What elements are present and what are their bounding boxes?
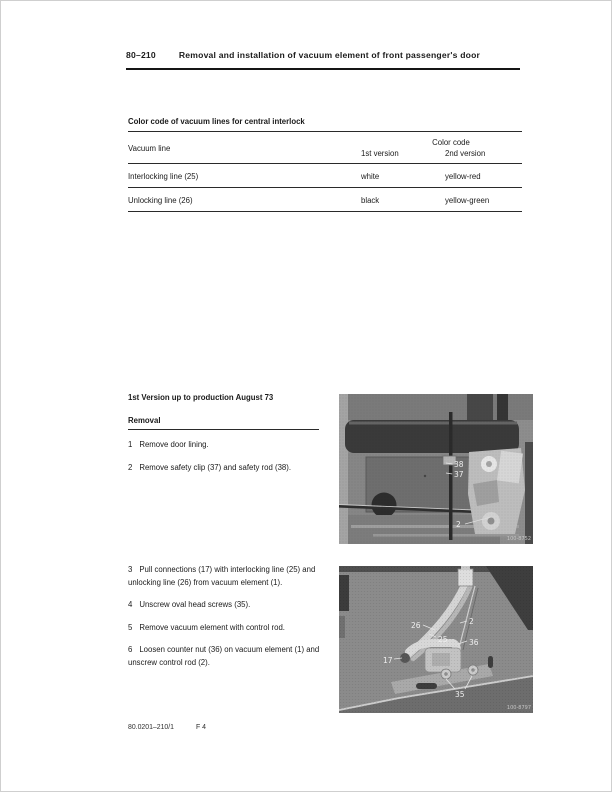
- figure-callout-25: 25: [438, 635, 448, 644]
- version-heading: 1st Version up to production August 73: [128, 393, 274, 402]
- step-4: 4 Unscrew oval head screws (35).: [128, 600, 251, 609]
- table-row: [128, 164, 522, 188]
- cell-2nd-version: yellow-red: [445, 172, 481, 181]
- section-number: 80–210: [126, 50, 156, 60]
- cell-line-name: Unlocking line (26): [128, 196, 193, 205]
- figure-callout-38: 38: [454, 460, 464, 469]
- procedure-steps-continued: [128, 564, 344, 679]
- figure-callout-2: 2: [456, 520, 461, 529]
- page-code: F 4: [195, 724, 206, 731]
- cell-line-name: Interlocking line (25): [128, 172, 199, 181]
- column-header-color-code: Color code: [432, 138, 470, 147]
- figure-ref-number: 100-8797: [506, 705, 531, 711]
- column-header-vacuum-line: Vacuum line: [128, 143, 171, 153]
- removal-subheading: Removal: [128, 416, 319, 430]
- figure-callout-2: 2: [469, 617, 474, 626]
- cell-2nd-version: yellow-green: [445, 196, 490, 205]
- figure-callout-26: 26: [411, 621, 421, 630]
- step-1: 1 Remove door lining.: [128, 440, 209, 449]
- figure-vacuum-element-photo: [339, 566, 533, 713]
- table-row: [128, 188, 522, 212]
- procedure-section: [128, 393, 344, 484]
- door-lock-photo-illustration: [339, 394, 533, 544]
- document-number: 80.0201–210/1: [128, 724, 174, 731]
- vacuum-element-photo-illustration: [339, 566, 533, 713]
- figure-callout-17: 17: [383, 656, 393, 665]
- column-header-1st-version: 1st version: [361, 149, 399, 158]
- cell-1st-version: white: [361, 172, 380, 181]
- step-2: 2 Remove safety clip (37) and safety rod (38).: [128, 462, 292, 472]
- table-title: Color code of vacuum lines for central interlock: [128, 117, 522, 132]
- cell-1st-version: black: [361, 196, 380, 205]
- figure-callout-37: 37: [454, 470, 464, 479]
- figure-callout-35: 35: [455, 690, 465, 699]
- step-5: 5 Remove vacuum element with control rod.: [128, 622, 285, 632]
- color-code-table: [128, 117, 522, 212]
- step-6: 6 Loosen counter nut (36) on vacuum element (1) and unscrew control rod (2).: [128, 645, 320, 667]
- page-header: [126, 50, 520, 70]
- figure-callout-36: 36: [469, 638, 479, 647]
- figure-door-lock-photo: [339, 394, 533, 544]
- column-header-2nd-version: 2nd version: [445, 149, 486, 158]
- table-header-row: [128, 132, 522, 164]
- page-footer: [128, 724, 206, 731]
- figure-ref-number: 100-8752: [506, 536, 531, 542]
- page-title: Removal and installation of vacuum element of front passenger's door: [178, 50, 481, 60]
- column-header-color-code-group: [361, 138, 522, 158]
- step-3: 3 Pull connections (17) with interlocking line (25) and unlocking line (26) from vacuum element (1).: [128, 565, 316, 587]
